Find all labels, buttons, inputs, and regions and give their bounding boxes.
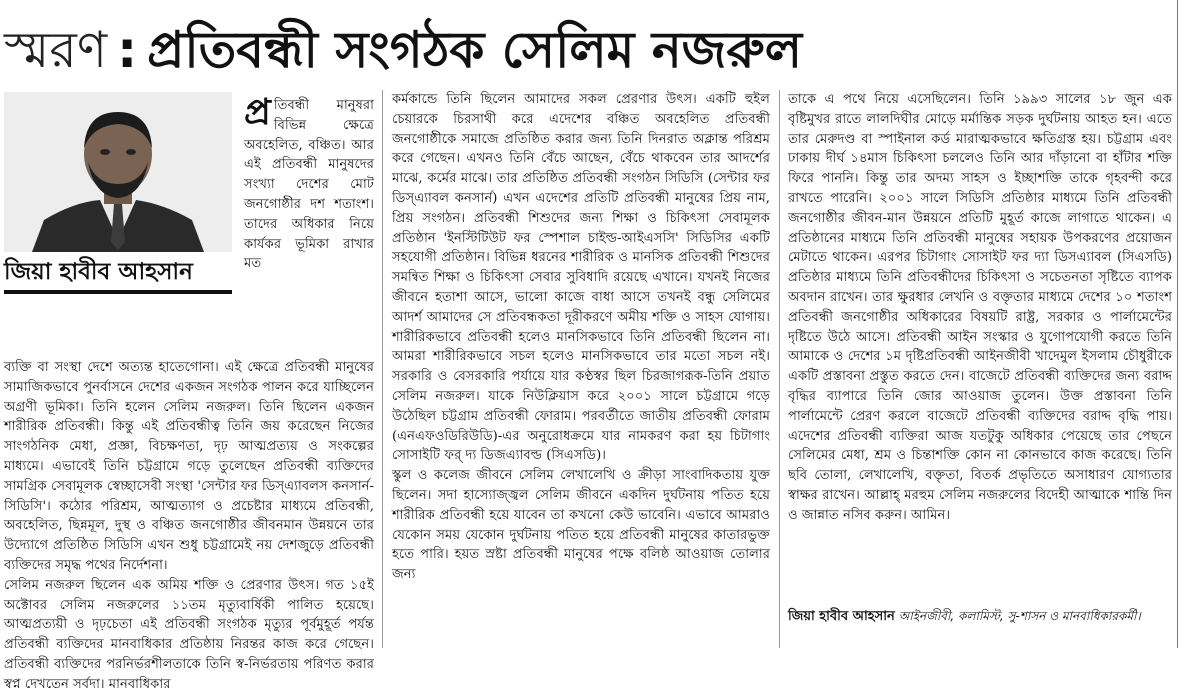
page-edge-rule xyxy=(1177,0,1178,648)
drop-cap: প্র xyxy=(244,92,271,133)
author-photo xyxy=(4,92,232,252)
column-divider xyxy=(382,90,383,648)
intro-paragraph xyxy=(244,92,374,358)
headline-separator: : xyxy=(117,21,138,79)
author-credit xyxy=(788,604,1172,628)
intro-text: তিবন্ধী মানুষরা বিভিন্ন ক্ষেত্রে অবহেলিত, বঞ্চিত। আর এই প্রতিবন্ধী মানুষদের সংখ্যা দেশের মোট জনগোষ্ঠীর দশ শতাংশ। তাদের অধিকার নিয়ে কার্যকর ভূমিকা রাখার মত xyxy=(244,98,374,272)
author-role: আইনজীবী, কলামিস্ট, সু-শাসন ও মানবাধিকারকর্মী। xyxy=(898,609,1141,623)
col1-paragraph: ব্যক্তি বা সংস্থা দেশে অত্যন্ত হাতেগোনা। এই ক্ষেত্রে প্রতিবন্ধী মানুষের সামাজিকভাবে পুনর্বাসনে দেশের একজন সংগঠক পালন করে যাচ্ছিলেন অগ্রণী ভূমিকা। তিনি হলেন সেলিম নজরুল। তিনি ছিলেন একজন শারীরিক প্রতিবন্ধী। কিন্তু এই প্রতিবন্ধীত্ব তিনি জয় করেছেন নিজের সাংগঠনিক মেধা, প্রজ্ঞা, বিচক্ষণতা, দৃঢ় আত্মপ্রত্যয় ও সংকল্পের মাধ্যমে। এভাবেই তিনি চট্টগ্রামে গড়ে তুলেছেন প্রতিবন্ধী ব্যক্তিদের সামগ্রিক সেবামূলক স্বেচ্ছাসেবী সংস্থা 'সেন্টার ফর ডিস্এ্যাবলস কনসার্ন-সিডিসি'। কঠোর পরিশ্রম, আত্মত্যাগ ও প্রচেষ্টার মাধ্যমে প্রতিবন্ধী, অবহেলিত, ছিন্নমূল, দুস্থ ও বঞ্চিত জনগোষ্ঠীর জীবনমান উন্নয়নে তার উদ্যোগে প্রতিষ্ঠিত সিডিসি এখন শুধু চট্টগ্রামেই নয় দেশজুড়ে প্রতিবন্ধী ব্যক্তিদের সমৃদ্ধ পথের নির্দেশনা। xyxy=(4,360,374,573)
col3-paragraph: তাকে এ পথে নিয়ে এসেছিলেন। তিনি ১৯৯৩ সালের ১৮ জুন এক বৃষ্টিমুখর রাতে লালদিঘীর মোড়ে মর্মান্তিক সড়ক দুর্ঘটনায় আহত হন। এতে তার মেরুদণ্ড বা স্পাইনাল কর্ড মারাত্মকভাবে ক্ষতিগ্রস্ত হয়। চট্টগ্রাম এবং ঢাকায় দীর্ঘ ১৪মাস চিকিৎসা চললেও তিনি আর দাঁড়ানো বা হাঁটার শক্তি ফিরে পাননি। কিন্তু তার অদম্য সাহস ও ইচ্ছাশক্তি তাকে গৃহবন্দী করে রাখতে পারেনি। ২০০১ সালে সিডিসি প্রতিষ্ঠার মাধ্যমে তিনি প্রতিবন্ধী জনগোষ্ঠীর জীবন-মান উন্নয়নে প্রতিটি মুহূর্ত কাজে লাগাতে থাকেন। এ প্রতিষ্ঠানের মাধ্যমে তিনি প্রতিবন্ধী মানুষের সহায়ক উপকরণের প্রয়োজন মেটাতে থাকেন। এরপর চিটাগাং সোসাইট ফর দ্যা ডিসএ্যাবল (সিএসডি) প্রতিষ্ঠার মাধ্যমে তিনি প্রতিবন্ধীদের চিকিৎসা ও সচেতনতা সৃষ্টিতে ব্যাপক অবদান রাখেন। তার ক্ষুরধার লেখনি ও বক্তৃতার মাধ্যমে দেশের ১০ শতাংশ প্রতিবন্ধী জনগোষ্ঠীর অধিকারের বিষয়টি রাষ্ট্র, সরকার ও পার্লামেন্টের দৃষ্টিতে উঠে আসে। প্রতিবন্ধী আইন সংস্কার ও যুগোপযোগী করতে তিনি আমাকে ও দেশের ১ম দৃষ্টিপ্রতিবন্ধী আইনজীবী খাদেমুল ইসলাম চৌধুরীকে একটি প্রস্তাবনা প্রস্তুত করতে দেন। বাজেটে প্রতিবন্ধী ব্যক্তিদের জন্য বরাদ্দ বৃদ্ধির ব্যাপারে তিনি জোর আওয়াজ তুলেন। উক্ত প্রস্তাবনা তিনি পার্লামেন্টে প্রেরণ করলে বাজেটে প্রতিবন্ধী ব্যক্তিদের বরাদ্দ বৃদ্ধি পায়। এদেশের প্রতিবন্ধী ব্যক্তিরা আজ যতটুকু অধিকার পেয়েছে তার পেছনে সেলিমের মেধা, শ্রম ও চিন্তাশক্তি কোন না কোনভাবে কাজ করেছে। তিনি ছবি তোলা, লেখালেখি, বক্তৃতা, বিতর্ক প্রভৃতিতে অসাধারণ যোগ্যতার স্বাক্ষর রাখেন। আল্লাহ্ মরহুম সেলিম নজরুলের বিদেহী আত্মাকে শান্তি দিন ও জান্নাত নসিব করুন। আমিন। xyxy=(788,92,1172,523)
col2-paragraph: কর্মকান্ডে তিনি ছিলেন আমাদের সকল প্রেরণার উৎস। একটি হুইল চেয়ারকে চিরসাথী করে এদেশের বঞ্চিত অবহেলিত প্রতিবন্ধী জনগোষ্ঠীকে সমাজে প্রতিষ্ঠিত করার জন্য তিনি দিনরাত অক্লান্ত পরিশ্রম করে গেছেন। এখনও তিনি বেঁচে আছেন, বেঁচে থাকবেন তার আদর্শের মাঝে, কর্মের মাঝে। তার প্রতিষ্ঠিত প্রতিবন্ধী সংগঠন সিডিসি (সেন্টার ফর ডিস্এ্যাবল কনসার্ন) এখন এদেশের প্রতিটি প্রতিবন্ধী মানুষের প্রিয় নাম, প্রিয় সংগঠন। প্রতিবন্ধী শিশুদের জন্য শিক্ষা ও চিকিৎসা সেবামূলক প্রতিষ্ঠান 'ইনস্টিটিউট ফর স্পেশাল চাইল্ড-আইএসসি' সিডিসির একটি সহযোগী প্রতিষ্ঠান। বিভিন্ন ধরনের শারীরিক ও মানসিক প্রতিবন্ধী শিশুদের সমন্বিত শিক্ষা ও চিকিৎসা সেবার সুবিধাদি রয়েছে এখানে। যখনই নিজের জীবনে হতাশা আসে, ভালো কাজে বাধা আসে তখনই বন্ধু সেলিমের আদর্শ আমাদের সে প্রতিবন্ধকতা দূরীকরণে অমীয় শক্তি ও সাহস যোগায়। শারীরিকভাবে প্রতিবন্ধী হলেও মানসিকভাবে তিনি প্রতিবন্ধী ছিলেন না। আমরা শারীরিকভাবে সচল হলেও মানসিকভাবে তার মতো সচল নই। সরকারি ও বেসরকারি পর্যায়ে যার কণ্ঠস্বর ছিল চিরজাগরূক-তিনি প্রয়াত সেলিম নজরুল। যাকে নিউক্লিয়াস করে ২০০১ সালে চট্টগ্রামে গড়ে উঠেছিল চট্টগ্রাম প্রতিবন্ধী ফোরাম। পরবর্তীতে জাতীয় প্রতিবন্ধী ফোরাম (এনএফওডিরিউডি)-এর অনুরোধক্রমে যার নামকরণ করা হয় চিটাগাং সোসাইটি ফর্ দ্য ডিজএ্যাবল্ড (সিএসডি)। xyxy=(392,92,770,464)
column-divider xyxy=(779,90,780,648)
headline-title: প্রতিবন্ধী সংগঠক সেলিম নজরুল xyxy=(147,21,803,79)
author-name: জিয়া হাবীব আহসান xyxy=(788,609,895,624)
article-column-2 xyxy=(392,90,770,648)
article-column-3 xyxy=(788,90,1172,600)
photo-caption-byline: জিয়া হাবীব আহসান xyxy=(4,254,232,294)
headline-kicker: স্মরণ xyxy=(4,21,108,79)
headline xyxy=(4,14,904,86)
col1-paragraph: সেলিম নজরুল ছিলেন এক অমিয় শক্তি ও প্রেরণার উৎস। গত ১৫ই অক্টোবর সেলিম নজরুলের ১১তম মৃত্যুবার্ষিকী পালিত হয়েছে। আত্মপ্রত্যয়ী ও দৃঢ়চেতা এই প্রতিবন্ধী সংগঠক মৃত্যুর পূর্বমুহূর্ত পর্যন্ত প্রতিবন্ধী ব্যক্তিদের মানবাধিকার প্রতিষ্ঠায় নিরন্তর কাজ করে গেছেন। প্রতিবন্ধী ব্যক্তিদের পরনির্ভরশীলতাকে তিনি স্ব-নির্ভরতায় পরিণত করার স্বপ্ন দেখতেন সর্বদা। মানবাধিকার xyxy=(4,577,374,692)
portrait-icon xyxy=(4,92,232,252)
col2-paragraph: স্কুল ও কলেজ জীবনে সেলিম লেখালেখি ও ক্রীড়া সাংবাদিকতায় যুক্ত ছিলেন। সদা হাস্যোজ্জ্বল সেলিম জীবনে একদিন দুর্ঘটনায় পতিত হয়ে শারীরিক প্রতিবন্ধী হয়ে যাবেন তা কখনো কেউ ভাবেনি। এভাবে আমরাও যেকোন সময় যেকোন দুর্ঘটনায় পতিত হয়ে প্রতিবন্ধী মানুষের কাতারভুক্ত হতে পারি। হয়ত স্রষ্টা প্রতিবন্ধী মানুষের পক্ষে বলিষ্ঠ আওয়াজ তোলার জন্য xyxy=(392,468,770,583)
article-column-1 xyxy=(4,358,374,692)
